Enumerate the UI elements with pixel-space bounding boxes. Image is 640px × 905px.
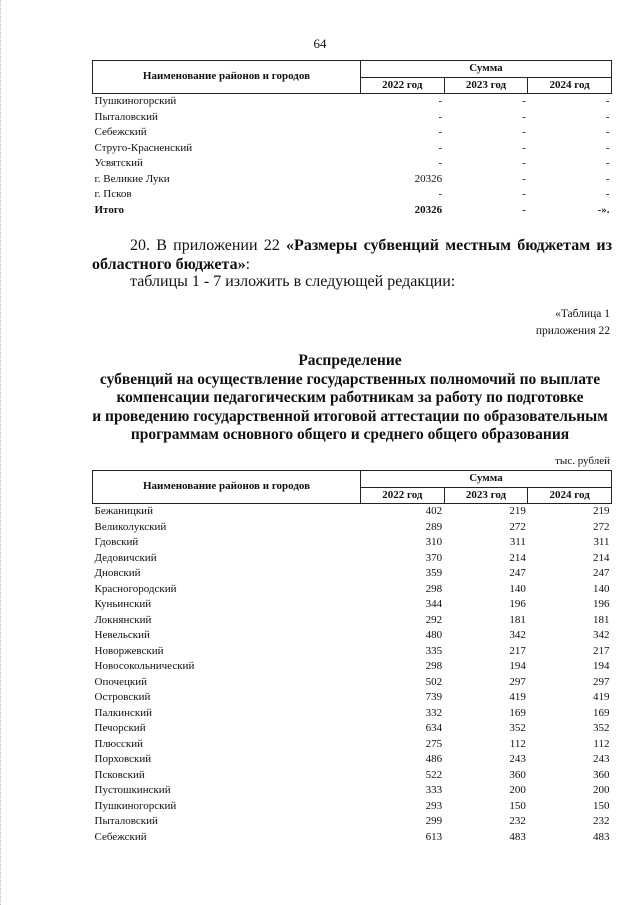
value-2022-cell: 298 <box>425 660 443 672</box>
district-name-cell: Пустошкинский <box>94 784 171 796</box>
column-header-sum: Сумма <box>361 471 612 488</box>
total-2022-cell: 20326 <box>414 203 443 216</box>
value-2024-cell: 219 <box>593 505 610 517</box>
value-2024-cell: 196 <box>593 598 610 610</box>
heading-line: субвенций на осуществление государственных полномочий по выплате <box>99 370 601 388</box>
total-label-cell: Итого <box>94 203 125 216</box>
value-2023-cell: 483 <box>509 830 526 843</box>
heading-line: программам основного общего и среднего общего образования <box>130 426 570 443</box>
value-2023-cell: 194 <box>509 660 526 672</box>
column-header-year: 2022 год <box>360 77 444 94</box>
value-2024-cell: 297 <box>593 675 610 688</box>
value-2024-cell: 150 <box>593 799 610 812</box>
table-row <box>93 504 612 520</box>
value-2024-cell: 217 <box>593 644 610 657</box>
value-2024-cell: 181 <box>593 613 610 626</box>
value-2023-cell: 272 <box>509 520 526 533</box>
value-2024-cell: 214 <box>593 551 610 564</box>
value-2024-cell: 272 <box>593 520 610 533</box>
district-name-cell: Великолукский <box>94 520 167 533</box>
total-2023-cell: - <box>522 203 526 216</box>
total-row <box>93 203 612 219</box>
table-row <box>93 94 612 110</box>
value-2024-cell: - <box>605 126 610 138</box>
value-2023-cell: 311 <box>509 536 526 548</box>
value-2023-cell: 181 <box>509 613 526 626</box>
value-2024-cell: 352 <box>593 722 610 734</box>
value-2022-cell: 359 <box>425 567 443 579</box>
value-2022-cell: - <box>438 110 443 123</box>
value-2022-cell: - <box>438 157 443 169</box>
value-2023-cell: 419 <box>509 691 526 703</box>
value-2024-cell: 311 <box>593 536 610 548</box>
value-2023-cell: 342 <box>509 629 526 641</box>
value-2023-cell: - <box>522 157 526 169</box>
table-row <box>93 156 612 172</box>
scan-margin-line <box>0 0 2 905</box>
value-2022-cell: 634 <box>425 722 443 734</box>
district-name-cell: Печорский <box>94 722 146 734</box>
district-name-cell: Пушкиногорский <box>94 799 177 812</box>
value-2022-cell: - <box>438 126 443 138</box>
district-name-cell: Себежский <box>94 126 147 138</box>
district-name-cell: Плюсский <box>94 737 144 750</box>
value-2022-cell: 298 <box>425 582 443 595</box>
value-2022-cell: - <box>438 188 443 200</box>
value-2024-cell: 360 <box>593 768 610 781</box>
column-header-year: 2024 год <box>528 77 612 94</box>
table-row <box>93 613 612 629</box>
table-row <box>93 187 612 203</box>
table-row <box>93 551 612 567</box>
value-2023-cell: 219 <box>509 505 526 517</box>
value-2022-cell: 502 <box>425 675 443 688</box>
district-name-cell: Палкинский <box>94 706 153 719</box>
paragraph-instruction: таблицы 1 - 7 изложить в следующей редакции: <box>130 273 456 290</box>
table-row <box>93 628 612 644</box>
value-2023-cell: 360 <box>509 768 526 781</box>
district-name-cell: Дновский <box>94 567 141 579</box>
table-row <box>93 690 612 706</box>
value-2022-cell: 613 <box>425 830 443 843</box>
value-2024-cell: - <box>605 110 610 123</box>
district-name-cell: Пушкиногорский <box>94 95 177 107</box>
value-2023-cell: 140 <box>509 582 526 595</box>
value-2022-cell: 299 <box>425 815 443 827</box>
district-name-cell: Бежаницкий <box>94 505 153 517</box>
column-header-year: 2024 год <box>528 487 612 504</box>
value-2023-cell: - <box>522 126 526 138</box>
district-name-cell: Струго-Красненский <box>94 141 193 154</box>
value-2022-cell: 522 <box>425 768 443 781</box>
table-row <box>93 830 612 846</box>
table-row <box>93 783 612 799</box>
district-name-cell: Пыталовский <box>94 815 158 827</box>
value-2022-cell: 293 <box>425 799 443 812</box>
district-name-cell: Псковский <box>94 768 145 781</box>
table-row <box>93 706 612 722</box>
value-2024-cell: 200 <box>593 784 610 796</box>
value-2024-cell: - <box>605 95 610 107</box>
district-name-cell: Порховский <box>94 753 152 765</box>
value-2022-cell: 480 <box>425 629 443 641</box>
district-name-cell: Себежский <box>94 830 147 843</box>
value-2024-cell: - <box>605 141 610 154</box>
table-previous-continuation <box>92 60 612 218</box>
value-2023-cell: 217 <box>509 644 526 657</box>
table-row <box>93 566 612 582</box>
table-row <box>93 597 612 613</box>
units-label: тыс. рублей <box>555 455 610 467</box>
column-header-sum: Сумма <box>360 61 611 78</box>
table-reference <box>536 306 610 340</box>
value-2022-cell: 370 <box>425 551 443 564</box>
value-2023-cell: - <box>522 188 526 200</box>
value-2022-cell: 289 <box>425 520 443 533</box>
value-2023-cell: 232 <box>509 815 526 827</box>
value-2022-cell: 332 <box>425 706 443 719</box>
district-name-cell: Гдовский <box>94 536 139 548</box>
table-row <box>93 520 612 536</box>
value-2023-cell: - <box>522 141 526 154</box>
value-2024-cell: - <box>605 188 610 200</box>
value-2023-cell: 243 <box>509 753 526 765</box>
table-row <box>93 737 612 753</box>
column-header-name: Наименование районов и городов <box>93 61 361 94</box>
value-2022-cell: - <box>438 95 443 107</box>
table-heading <box>80 352 620 445</box>
value-2023-cell: 150 <box>509 799 526 812</box>
district-name-cell: Невельский <box>94 629 150 641</box>
column-header-year: 2023 год <box>444 77 528 94</box>
district-name-cell: Новосокольнический <box>94 660 195 672</box>
value-2022-cell: 333 <box>425 784 443 796</box>
value-2023-cell: - <box>522 172 526 185</box>
value-2023-cell: 169 <box>509 706 526 719</box>
total-2024-cell: -». <box>597 203 610 216</box>
table-row <box>93 768 612 784</box>
value-2023-cell: 214 <box>509 551 526 564</box>
value-2022-cell: 275 <box>425 737 443 750</box>
table-row <box>93 659 612 675</box>
value-2024-cell: 483 <box>593 830 610 843</box>
column-header-year: 2023 год <box>444 487 528 504</box>
table-reference-line: «Таблица 1 <box>555 308 610 320</box>
value-2022-cell: 344 <box>425 598 443 610</box>
value-2023-cell: 112 <box>509 737 526 750</box>
district-name-cell: Новоржевский <box>94 644 164 657</box>
paragraph-20 <box>92 236 612 274</box>
column-header-name: Наименование районов и городов <box>93 471 361 504</box>
value-2024-cell: 140 <box>593 582 610 595</box>
table-row <box>93 799 612 815</box>
paragraph-20-colon: : <box>245 256 251 273</box>
table-row <box>93 110 612 126</box>
district-name-cell: Опочецкий <box>94 675 147 688</box>
table-row <box>93 535 612 551</box>
district-name-cell: г. Великие Луки <box>94 172 170 185</box>
district-name-cell: Куньинский <box>94 598 152 610</box>
value-2024-cell: 112 <box>593 737 610 750</box>
heading-line: Распределение <box>298 352 402 369</box>
table-row <box>93 172 612 188</box>
page-number: 64 <box>313 36 327 51</box>
value-2024-cell: 169 <box>593 706 610 719</box>
district-name-cell: Локнянский <box>94 613 152 626</box>
district-name-cell: г. Псков <box>94 188 132 200</box>
table-row <box>93 814 612 830</box>
value-2023-cell: 297 <box>509 675 526 688</box>
table-reference-line: приложения 22 <box>535 325 610 337</box>
value-2024-cell: 243 <box>593 753 610 765</box>
value-2024-cell: 342 <box>593 629 610 641</box>
table-row <box>93 721 612 737</box>
value-2023-cell: 352 <box>509 722 526 734</box>
heading-line: компенсации педагогическим работникам за работу по подготовке <box>116 389 584 406</box>
value-2022-cell: 20326 <box>414 172 443 185</box>
value-2022-cell: 310 <box>425 536 443 548</box>
value-2023-cell: 196 <box>509 598 526 610</box>
table-row <box>93 582 612 598</box>
district-name-cell: Усвятский <box>94 157 143 169</box>
value-2022-cell: 402 <box>425 505 443 517</box>
value-2024-cell: 247 <box>593 567 610 579</box>
value-2023-cell: - <box>522 110 526 123</box>
table-row <box>93 141 612 157</box>
table-row <box>93 644 612 660</box>
table-row <box>93 752 612 768</box>
district-name-cell: Островский <box>94 691 151 703</box>
value-2023-cell: 200 <box>509 784 526 796</box>
value-2024-cell: - <box>605 157 610 169</box>
heading-line: и проведению государственной итоговой аттестации по образовательным <box>92 407 608 425</box>
district-name-cell: Пыталовский <box>94 110 158 123</box>
value-2022-cell: 739 <box>425 691 443 703</box>
column-header-year: 2022 год <box>361 487 445 504</box>
value-2024-cell: 419 <box>593 691 610 703</box>
value-2023-cell: 247 <box>509 567 526 579</box>
paragraph-20-text: 20. В приложении 22 <box>130 237 287 254</box>
value-2022-cell: 335 <box>425 644 443 657</box>
value-2022-cell: 292 <box>425 613 443 626</box>
paragraph-20-bold-title: «Размеры субвенций местным бюджетам из областного бюджета» <box>92 237 612 273</box>
table-subventions <box>92 470 612 845</box>
value-2024-cell: 232 <box>593 815 610 827</box>
table-row <box>93 125 612 141</box>
value-2023-cell: - <box>522 95 526 107</box>
value-2022-cell: - <box>438 141 443 154</box>
value-2024-cell: 194 <box>593 660 610 672</box>
table-row <box>93 675 612 691</box>
district-name-cell: Дедовичский <box>94 551 157 564</box>
value-2024-cell: - <box>605 172 610 185</box>
value-2022-cell: 486 <box>425 753 443 765</box>
district-name-cell: Красногородский <box>94 582 177 595</box>
